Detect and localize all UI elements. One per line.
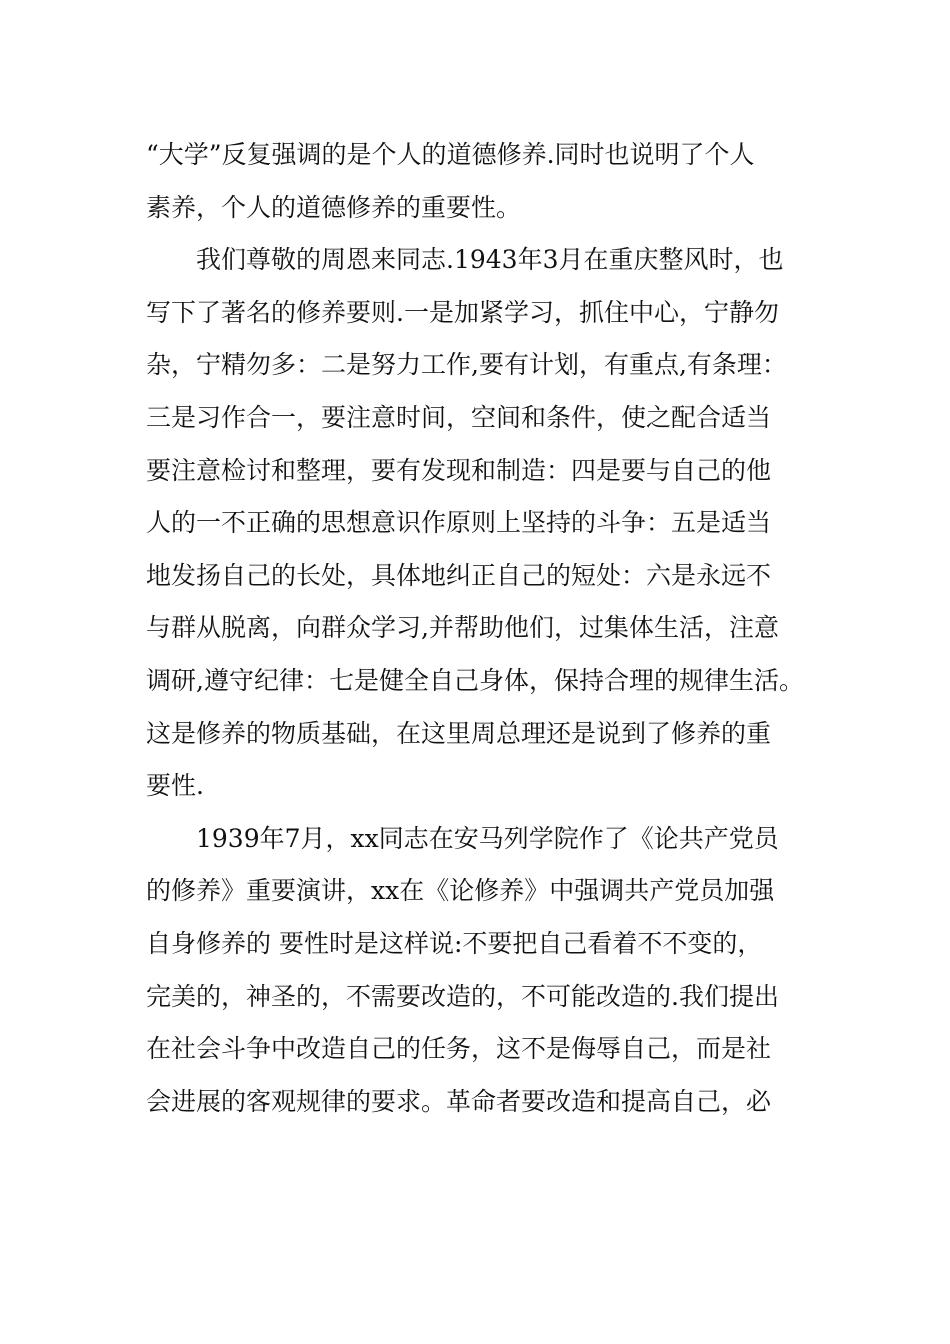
paragraph-start-line: 我们尊敬的周恩来同志.1943年3月在重庆整风时，也 [196, 245, 784, 275]
text-line: 会进展的客观规律的要求。革命者要改造和提高自己，必 [146, 1086, 772, 1116]
text-line: 要性. [146, 771, 204, 801]
text-line: 这是修养的物质基础，在这里周总理还是说到了修养的重 [146, 718, 772, 748]
text-line: 与群从脱离，向群众学习,并帮助他们，过集体生活，注意 [146, 613, 779, 643]
text-line: “大学”反复强调的是个人的道德修养.同时也说明了个人 [146, 140, 755, 169]
text-line: 要注意检讨和整理，要有发现和制造：四是要与自己的他 [146, 455, 772, 485]
text-line: 在社会斗争中改造自己的任务，这不是侮辱自己，而是社 [146, 1034, 772, 1064]
text-line: 三是习作合一，要注意时间，空间和条件，使之配合适当 [146, 402, 772, 432]
text-line: 写下了著名的修养要则.一是加紧学习，抓住中心，宁静勿 [146, 297, 779, 327]
text-line: 调研,遵守纪律：七是健全自己身体，保持合理的规律生活。 [146, 665, 804, 695]
text-line: 的修养》重要演讲，xx在《论修养》中强调共产党员加强 [146, 876, 775, 906]
body-text [146, 129, 826, 1128]
text-line: 人的一不正确的思想意识作原则上坚持的斗争：五是适当 [146, 508, 772, 538]
text-line: 完美的，神圣的，不需要改造的，不可能改造的.我们提出 [146, 981, 779, 1011]
paragraph-start-line: 1939年7月，xx同志在安马列学院作了《论共产党员 [196, 823, 779, 853]
text-line: 素养，个人的道德修养的重要性。 [146, 192, 522, 222]
text-line: 地发扬自己的长处，具体地纠正自己的短处：六是永远不 [146, 560, 772, 590]
text-line: 杂，宁精勿多：二是努力工作,要有计划，有重点,有条理： [146, 350, 787, 380]
text-line: 自身修养的 要性时是这样说:不要把自己看着不不变的， [146, 928, 763, 958]
